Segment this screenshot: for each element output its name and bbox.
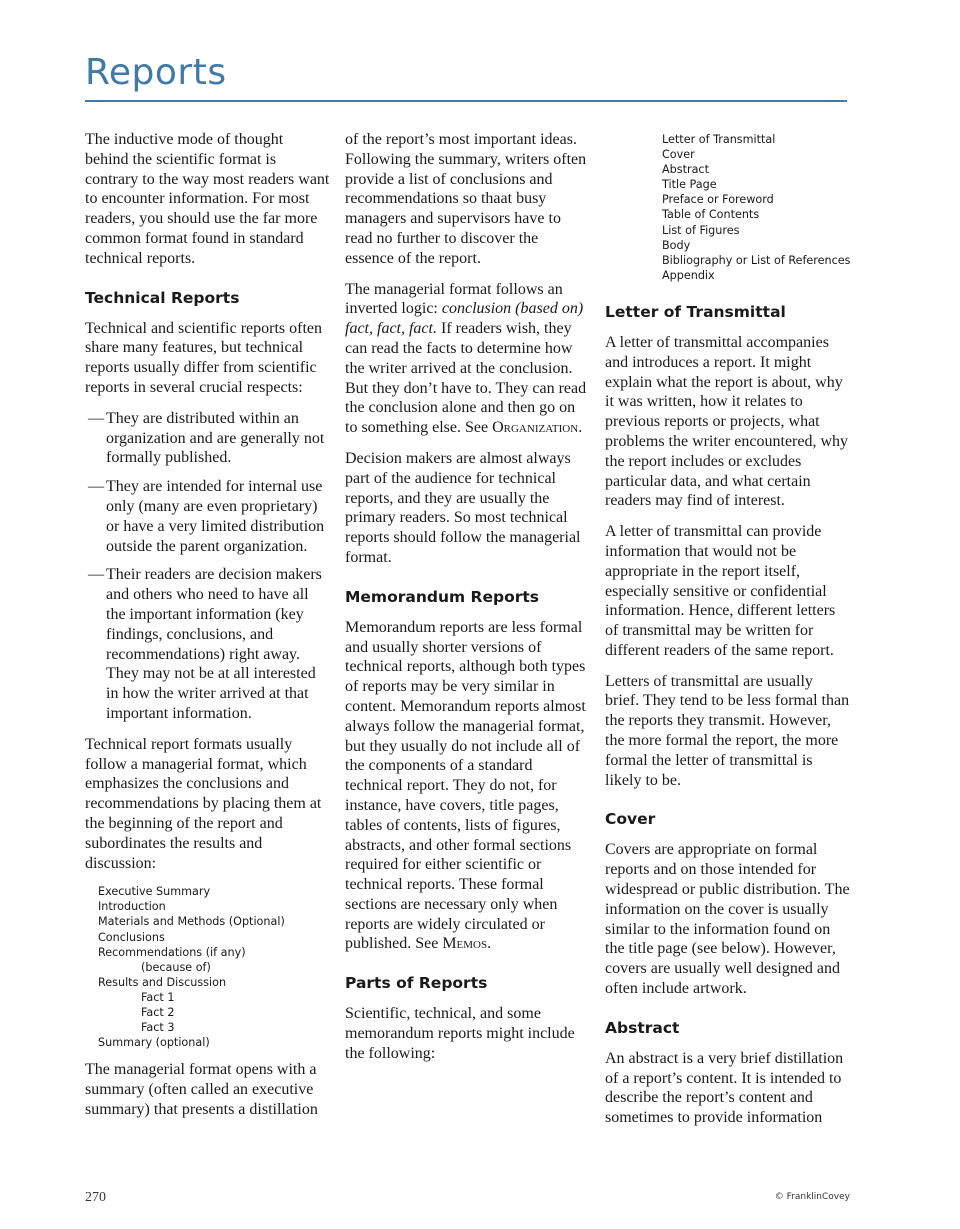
list-item: Bibliography or List of References [662, 253, 851, 267]
list-item: — They are distributed within an organization and are generally not formally published. [88, 409, 325, 467]
decision-makers-paragraph: Decision makers are almost always part of the audience for technical reports, and they are usually the primary readers. So most technical reports should follow the managerial format. [345, 449, 581, 566]
title-rule [85, 100, 847, 102]
list-item: Results and Discussion [98, 975, 227, 989]
technical-reports-heading: Technical Reports [85, 288, 240, 307]
continuation-paragraph: of the report’s most important ideas. Following the summary, writers often provide a list of conclusions and recommendations so thaat busy managers and supervisors have to read no further to discover the essence of the report. [345, 131, 587, 267]
list-item: Executive Summary [98, 885, 211, 899]
inverted-logic-paragraph: The managerial format follows an inverted logic: conclusion (based on) fact, fact, fact. If readers wish, they can read the facts to determine how the writer arrived at the conclusion. But they don’t have to. They can read the conclusion alone and then go on to something else. See Organization. [345, 280, 587, 437]
managerial-format-list [85, 884, 330, 1050]
dash-mark: — [88, 409, 104, 427]
list-item: Fact 2 [141, 1006, 175, 1020]
list-item: Title Page [662, 178, 717, 192]
memorandum-paragraph: Memorandum reports are less formal and usually shorter versions of technical reports, although both types of reports may be very similar in content. Memorandum reports almost always follow the managerial format, but they usually do not include all of the components of a standard technical report. They do not, for instance, have covers, title pages, tables of contents, lists of figures, abstracts, and other formal sections required for either scientific or technical reports. These formal sections are necessary only when reports are widely circulated or published. See Memos. [345, 618, 586, 953]
list-item: Preface or Foreword [662, 193, 774, 207]
list-item: — Their readers are decision makers and others who need to have all the important information (key findings, conclusions, and recommendations) right away. They may not be at all interested in how the writer arrived at that important information. [88, 566, 322, 722]
column-3 [605, 130, 850, 1139]
memos-cross-reference: Memos [442, 935, 488, 953]
parts-paragraph: Scientific, technical, and some memorandum reports might include the following: [345, 1005, 575, 1062]
page-number: 270 [85, 1190, 106, 1205]
format-paragraph: Technical report formats usually follow a managerial format, which emphasizes the conclusions and recommendations by placing them at the beginning of the report and subordinates the results and discussion: [85, 735, 322, 872]
list-item: Summary (optional) [98, 1036, 210, 1050]
parts-of-reports-list [605, 132, 850, 283]
list-item: Appendix [662, 268, 715, 282]
list-item: Fact 3 [141, 1021, 175, 1035]
list-item: Table of Contents [662, 208, 760, 222]
column-2 [345, 130, 590, 1075]
list-item: List of Figures [662, 223, 740, 237]
managerial-opens-paragraph: The managerial format opens with a summary (often called an executive summary) that presents a distillation [85, 1061, 318, 1118]
list-item: Abstract [662, 163, 709, 177]
intro-paragraph: The inductive mode of thought behind the scientific format is contrary to the way most readers want to encounter information. For most readers, you should use the far more common format found in standard technical reports. [85, 131, 330, 267]
abstract-heading: Abstract [605, 1018, 680, 1037]
list-item: Materials and Methods (Optional) [98, 915, 285, 929]
page-title: Reports [85, 52, 227, 93]
memorandum-reports-heading: Memorandum Reports [345, 587, 540, 606]
letter-paragraph-3: Letters of transmittal are usually brief. They tend to be less formal than the reports they transmit. However, the more formal the report, the more formal the letter of transmittal is likely to be. [605, 672, 850, 789]
list-item: Letter of Transmittal [662, 133, 776, 146]
column-1 [85, 130, 330, 1131]
copyright-notice: © FranklinCovey [774, 1192, 850, 1202]
list-item: Body [662, 238, 691, 252]
differences-list [85, 409, 330, 724]
dash-mark: — [88, 566, 104, 584]
list-item: — They are intended for internal use only (many are even proprietary) or have a very limited distribution outside the parent organization. [88, 478, 325, 555]
list-item: Introduction [98, 900, 166, 914]
list-item: Fact 1 [141, 990, 175, 1004]
parts-of-reports-heading: Parts of Reports [345, 974, 488, 993]
letter-of-transmittal-heading: Letter of Transmittal [605, 302, 786, 321]
cover-paragraph: Covers are appropriate on formal reports and on those intended for widespread or public distribution. The information on the cover is usually similar to the information found on the title page (see below). However, covers are usually well designed and often include artwork. [605, 841, 850, 998]
dash-mark: — [88, 478, 104, 496]
cover-heading: Cover [605, 810, 656, 829]
letter-paragraph-2: A letter of transmittal can provide information that would not be appropriate in the report itself, especially sensitive or confidential information. Hence, different letters of transmittal may be written for different readers of the same report. [605, 523, 836, 659]
technical-intro-paragraph: Technical and scientific reports often share many features, but technical reports usually differ from scientific reports in several crucial respects: [85, 319, 322, 396]
inverted-logic-formula: conclusion (based on) fact, fact, fact. [345, 300, 584, 338]
letter-paragraph-1: A letter of transmittal accompanies and introduces a report. It might explain what the report is about, why it was written, how it relates to previous reports or projects, what problems the writer encountered, why the report includes or excludes particular data, and what certain readers may find of interest. [605, 333, 849, 510]
list-item: Cover [662, 148, 695, 162]
list-item: (because of) [141, 960, 211, 974]
list-item: Conclusions [98, 930, 165, 944]
list-item: Recommendations (if any) [98, 945, 246, 959]
abstract-paragraph: An abstract is a very brief distillation of a report’s content. It is intended to describe the report’s content and sometimes to provide information [605, 1049, 844, 1127]
organization-cross-reference: Organization [492, 419, 579, 437]
